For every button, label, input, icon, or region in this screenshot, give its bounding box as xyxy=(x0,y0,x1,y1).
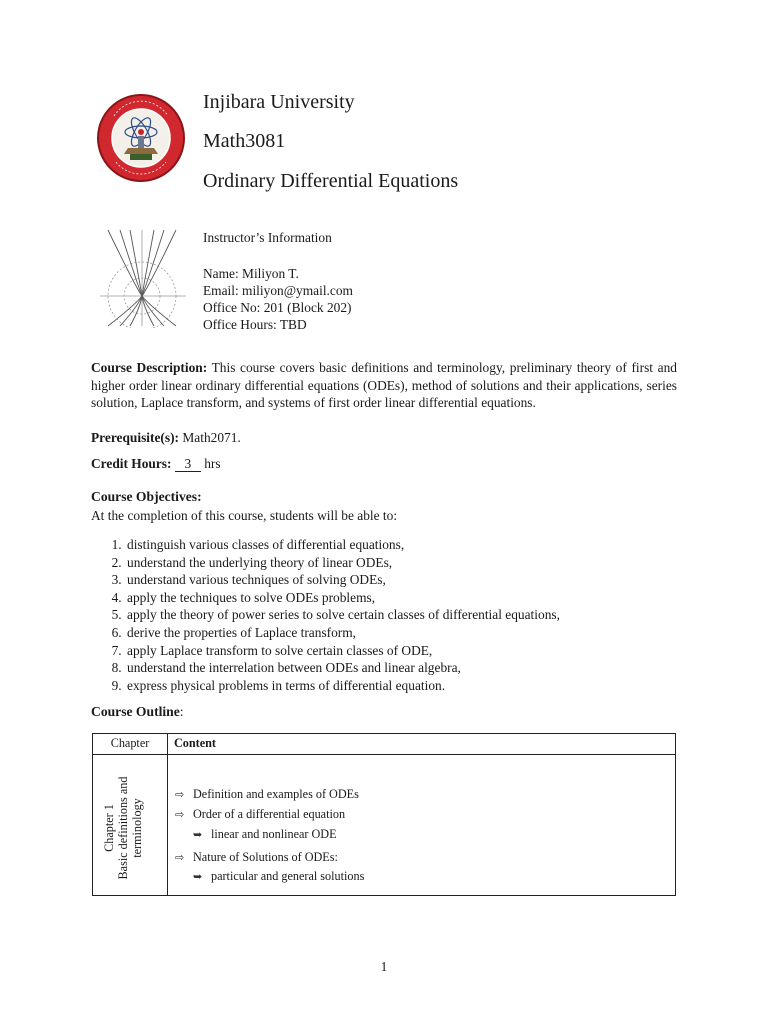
objective-item: 4. apply the techniques to solve ODEs problems, xyxy=(125,589,691,607)
objective-item: 6. derive the properties of Laplace transform, xyxy=(125,624,691,642)
double-arrow-icon: ⇨ xyxy=(175,788,185,801)
prerequisite-value: Math2071. xyxy=(182,430,241,445)
objectives-intro: At the completion of this course, students will be able to: xyxy=(91,508,398,523)
outline-heading-wrap xyxy=(91,703,183,721)
objective-item: 2. understand the underlying theory of linear ODEs, xyxy=(125,554,691,572)
description-text: This course covers basic definitions and terminology, preliminary theory of first and higher order linear ordinary differential equations (ODEs), method of solutions and their applications, series solution, Laplace transform, and systems of first order linear differential equations. xyxy=(91,360,677,411)
outline-item: ➥ linear and nonlinear ODE xyxy=(193,827,337,841)
instructor-name: Name: Miliyon T. xyxy=(203,266,299,281)
outline-item: ⇨ Order of a differential equation xyxy=(175,807,346,821)
objective-item: 1. distinguish various classes of differential equations, xyxy=(125,536,691,554)
outline-colon: : xyxy=(179,704,184,719)
outline-item: ➥ particular and general solutions xyxy=(193,869,365,883)
double-arrow-icon: ⇨ xyxy=(175,851,185,864)
page-number: 1 xyxy=(380,959,388,974)
chapter-label-line2: Basic definitions and xyxy=(116,776,130,880)
chapter-1-label xyxy=(102,773,150,883)
table-column-divider xyxy=(167,734,168,895)
objective-item: 3. understand various techniques of solving ODEs, xyxy=(125,571,691,589)
prerequisite-label: Prerequisite(s): xyxy=(91,430,180,445)
objective-item: 7. apply Laplace transform to solve certain classes of ODE, xyxy=(125,642,691,660)
solution-curves-figure xyxy=(96,228,188,328)
credit-unit: hrs xyxy=(204,456,221,471)
course-code: Math3081 xyxy=(203,130,286,152)
description-label: Course Description: xyxy=(91,360,208,375)
course-title: Ordinary Differential Equations xyxy=(203,170,459,192)
instructor-heading: Instructor’s Information xyxy=(203,230,332,245)
credit-value: 3 xyxy=(175,457,201,472)
bold-right-arrow-icon: ➥ xyxy=(193,828,203,841)
bold-right-arrow-icon: ➥ xyxy=(193,870,203,883)
column-header-content: Content xyxy=(174,736,216,750)
university-seal-logo xyxy=(96,92,186,184)
objective-item: 5. apply the theory of power series to solve certain classes of differential equations, xyxy=(125,606,691,624)
university-name: Injibara University xyxy=(203,91,355,113)
credit-label: Credit Hours: xyxy=(91,456,172,471)
objectives-heading: Course Objectives: xyxy=(91,489,202,504)
double-arrow-icon: ⇨ xyxy=(175,808,185,821)
column-header-chapter: Chapter xyxy=(110,736,150,750)
outline-item: ⇨ Definition and examples of ODEs xyxy=(175,787,359,801)
instructor-email: Email: miliyon@ymail.com xyxy=(203,283,353,298)
objective-item: 9. express physical problems in terms of differential equation. xyxy=(125,677,691,695)
prerequisite xyxy=(91,429,241,447)
objective-item: 8. understand the interrelation between ODEs and linear algebra, xyxy=(125,659,691,677)
course-description xyxy=(91,359,677,412)
instructor-office: Office No: 201 (Block 202) xyxy=(203,300,352,315)
outline-item: ⇨ Nature of Solutions of ODEs: xyxy=(175,850,338,864)
chapter-label-line3: terminology xyxy=(130,798,144,858)
outline-heading: Course Outline xyxy=(91,704,180,719)
objectives-list xyxy=(91,536,691,694)
chapter-label-line1: Chapter 1 xyxy=(102,804,116,852)
instructor-hours: Office Hours: TBD xyxy=(203,317,307,332)
credit-hours xyxy=(91,455,221,473)
